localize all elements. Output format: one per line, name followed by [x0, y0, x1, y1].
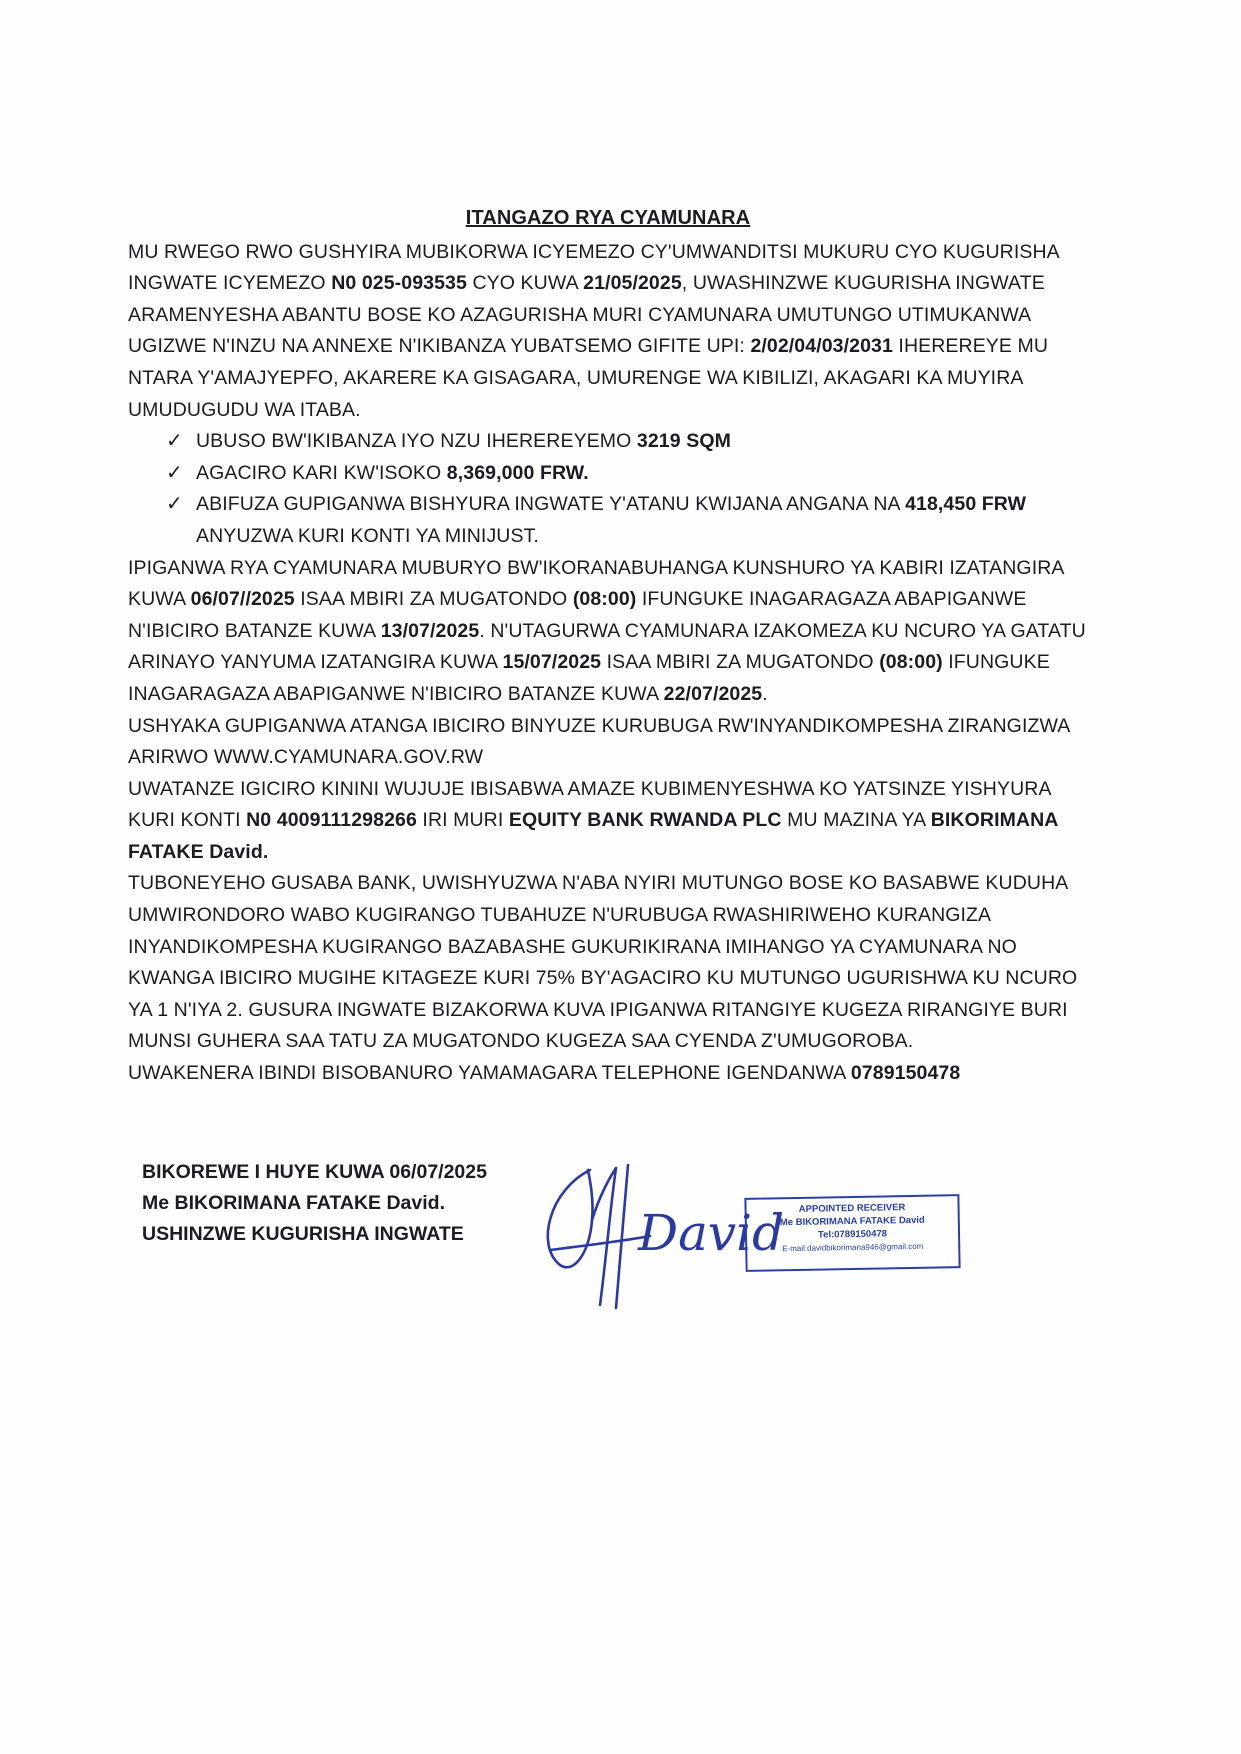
account-number: N0 4009111298266	[246, 809, 417, 832]
payment-paragraph: UWATANZE IGICIRO KININI WUJUJE IBISABWA AMAZE KUBIMENYESHWA KO YATSINZE YISHYURA KURI KONTI N0 4009111298266 IRI MURI EQUITY BANK RWANDA PLC MU MAZINA YA BIKORIMANA FATAKE David.	[128, 777, 1058, 863]
property-details-list	[128, 426, 1088, 552]
checkmark-icon: ✓	[166, 461, 183, 484]
bank-name: EQUITY BANK RWANDA PLC	[508, 809, 782, 832]
handwritten-signature	[530, 1140, 785, 1310]
account-holder: BIKORIMANA FATAKE David.	[128, 809, 1058, 863]
auction-schedule-paragraph: IPIGANWA RYA CYAMUNARA MUBURYO BW'IKORANABUHANGA KUNSHURO YA KABIRI IZATANGIRA KUWA 06/07//2025 ISAA MBIRI ZA MUGATONDO (08:00) IFUNGUKE INAGARAGAZA ABAPIGANWE N'IBICIRO BATANZE KUWA 13/07/2025. N'UTAGURWA CYAMUNARA IZAKOMEZA KU NCURO YA GATATU ARINAYO YANYUMA IZATANGIRA KUWA 15/07/2025 ISAA MBIRI ZA MUGATONDO (08:00) IFUNGUKE INAGARAGAZA ABAPIGANWE N'IBICIRO BATANZE KUWA 22/07/2025.	[128, 556, 1086, 705]
checkmark-icon: ✓	[166, 430, 183, 453]
notice-body	[128, 203, 1088, 1090]
signing-place-date: BIKOREWE I HUYE KUWA 06/07/2025	[142, 1161, 487, 1183]
decision-number: N0 025-093535	[331, 272, 467, 295]
upi-number: 2/02/04/03/2031	[750, 335, 893, 358]
list-item: ✓ AGACIRO KARI KW'ISOKO 8,369,000 FRW.	[166, 458, 1088, 490]
phone-number: 0789150478	[850, 1062, 961, 1085]
svg-text:David: David	[638, 1204, 785, 1262]
decision-date: 21/05/2025	[583, 272, 682, 295]
checkmark-icon: ✓	[166, 493, 183, 516]
list-item: ✓ ABIFUZA GUPIGANWA BISHYURA INGWATE Y'ATANU KWIJANA ANGANA NA 418,450 FRW ANYUZWA KURI KONTI YA MINIJUST.	[166, 489, 1088, 552]
signature-block	[142, 1157, 487, 1250]
contact-paragraph: UWAKENERA IBINDI BISOBANURO YAMAMAGARA TELEPHONE IGENDANWA 0789150478	[128, 1062, 961, 1085]
signer-role: USHINZWE KUGURISHA INGWATE	[142, 1223, 464, 1245]
signer-name: Me BIKORIMANA FATAKE David.	[142, 1192, 445, 1214]
request-paragraph: TUBONEYEHO GUSABA BANK, UWISHYUZWA N'ABA NYIRI MUTUNGO BOSE KO BASABWE KUDUHA UMWIRONDORO WABO KUGIRANGO TUBAHUZE N'URUBUGA RWASHIRIWEHO KURANGIZA INYANDIKOMPESHA KUGIRANGO BAZABASHE GUKURIKIRANA IMIHANGO YA CYAMUNARA NO KWANGA IBICIRO MUGIHE KITAGEZE KURI 75% BY'AGACIRO KU MUTUNGO UGURISHWA KU NCURO YA 1 N'IYA 2. GUSURA INGWATE BIZAKORWA KUVA IPIGANWA RITANGIYE KUGEZA RIRANGIYE BURI MUNSI GUHERA SAA TATU ZA MUGATONDO KUGEZA SAA CYENDA Z'UMUGOROBA.	[128, 872, 1078, 1053]
notice-title: ITANGAZO RYA CYAMUNARA	[465, 207, 751, 229]
official-stamp: APPOINTED RECEIVER Me BIKORIMANA FATAKE David Tel:0789150478 E-mail:davidbikorimana946@gmail.com	[744, 1194, 960, 1272]
website-paragraph: USHYAKA GUPIGANWA ATANGA IBICIRO BINYUZE KURUBUGA RW'INYANDIKOMPESHA ZIRANGIZWA ARIRWO WWW.CYAMUNARA.GOV.RW	[128, 714, 1070, 769]
list-item: ✓ UBUSO BW'IKIBANZA IYO NZU IHEREREYEMO 3219 SQM	[166, 426, 1088, 458]
intro-paragraph: MU RWEGO RWO GUSHYIRA MUBIKORWA ICYEMEZO CY'UMWANDITSI MUKURU CYO KUGURISHA INGWATE ICYEMEZO N0 025-093535 CYO KUWA 21/05/2025, UWASHINZWE KUGURISHA INGWATE ARAMENYESHA ABANTU BOSE KO AZAGURISHA MURI CYAMUNARA UMUTUNGO UTIMUKANWA UGIZWE N'INZU NA ANNEXE N'IKIBANZA YUBATSEMO GIFITE UPI: 2/02/04/03/2031 IHEREREYE MU NTARA Y'AMAJYEPFO, AKARERE KA GISAGARA, UMURENGE WA KIBILIZI, AKAGARI KA MUYIRA UMUDUGUDU WA ITABA.	[128, 240, 1059, 421]
